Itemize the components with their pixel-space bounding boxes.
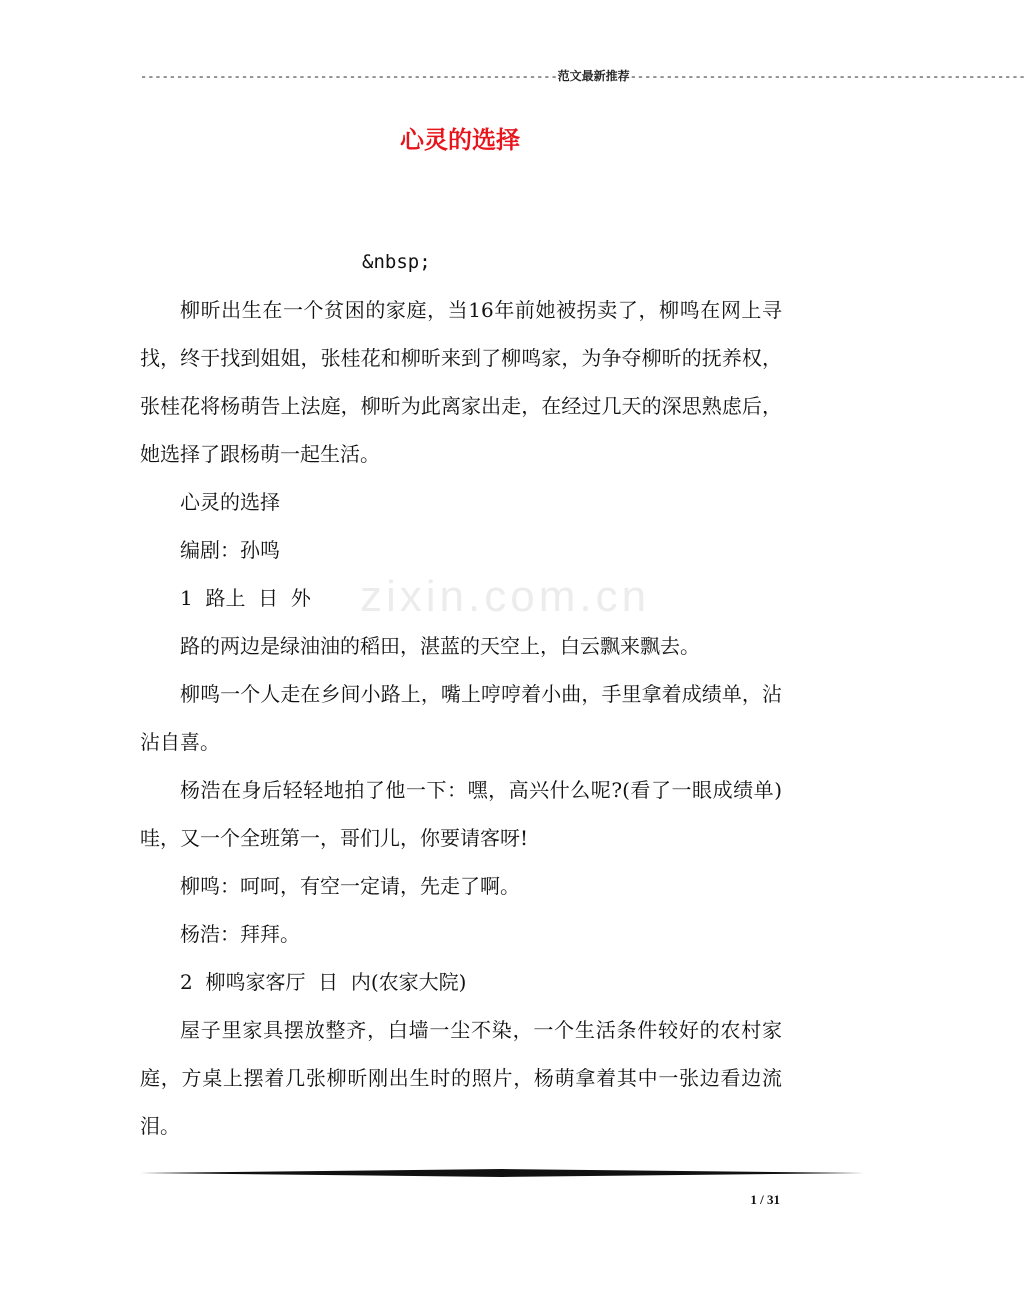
header-dashes-left: ---------------------------------------------------------- — [140, 70, 558, 84]
footer-divider — [140, 1168, 864, 1178]
header-dashes-right: ------------------------------------------------------- — [629, 70, 1026, 84]
paragraph: 心灵的选择 — [180, 490, 280, 514]
header-label: 范文最新推荐 — [557, 69, 630, 83]
paragraph: 杨浩在身后轻轻地拍了他一下：嘿，高兴什么呢?(看了一眼成绩单)哇，又一个全班第一，哥们儿，你要请客呀! — [140, 778, 782, 850]
paragraph: 柳鸣一个人走在乡间小路上，嘴上哼哼着小曲，手里拿着成绩单，沾沾自喜。 — [140, 682, 782, 754]
document-body — [140, 238, 782, 1150]
dialogue-line: 柳鸣：呵呵，有空一定请，先走了啊。 — [180, 874, 520, 898]
document-title: 心灵的选择 — [400, 125, 520, 154]
paragraph: 屋子里家具摆放整齐，白墙一尘不染，一个生活条件较好的农村家庭，方桌上摆着几张柳昕刚出生时的照片，杨萌拿着其中一张边看边流泪。 — [140, 1018, 782, 1138]
dialogue-line: 杨浩：拜拜。 — [180, 922, 300, 946]
watermark: zixin.com.cn — [360, 572, 651, 621]
paragraph: 编剧：孙鸣 — [180, 538, 280, 562]
scene-heading: 1 路上 日 外 — [180, 586, 311, 610]
paragraph: 路的两边是绿油油的稻田，湛蓝的天空上，白云飘来飘去。 — [180, 634, 700, 658]
header-banner — [140, 68, 1026, 85]
page-number: 1 / 31 — [750, 1192, 780, 1207]
paragraph: &nbsp; — [362, 251, 431, 273]
scene-heading: 2 柳鸣家客厅 日 内(农家大院) — [180, 970, 467, 994]
paragraph: 柳昕出生在一个贫困的家庭，当16年前她被拐卖了，柳鸣在网上寻找，终于找到姐姐，张桂花和柳昕来到了柳鸣家，为争夺柳昕的抚养权，张桂花将杨萌告上法庭，柳昕为此离家出走，在经过几天的深思熟虑后，她选择了跟杨萌一起生活。 — [140, 298, 782, 466]
